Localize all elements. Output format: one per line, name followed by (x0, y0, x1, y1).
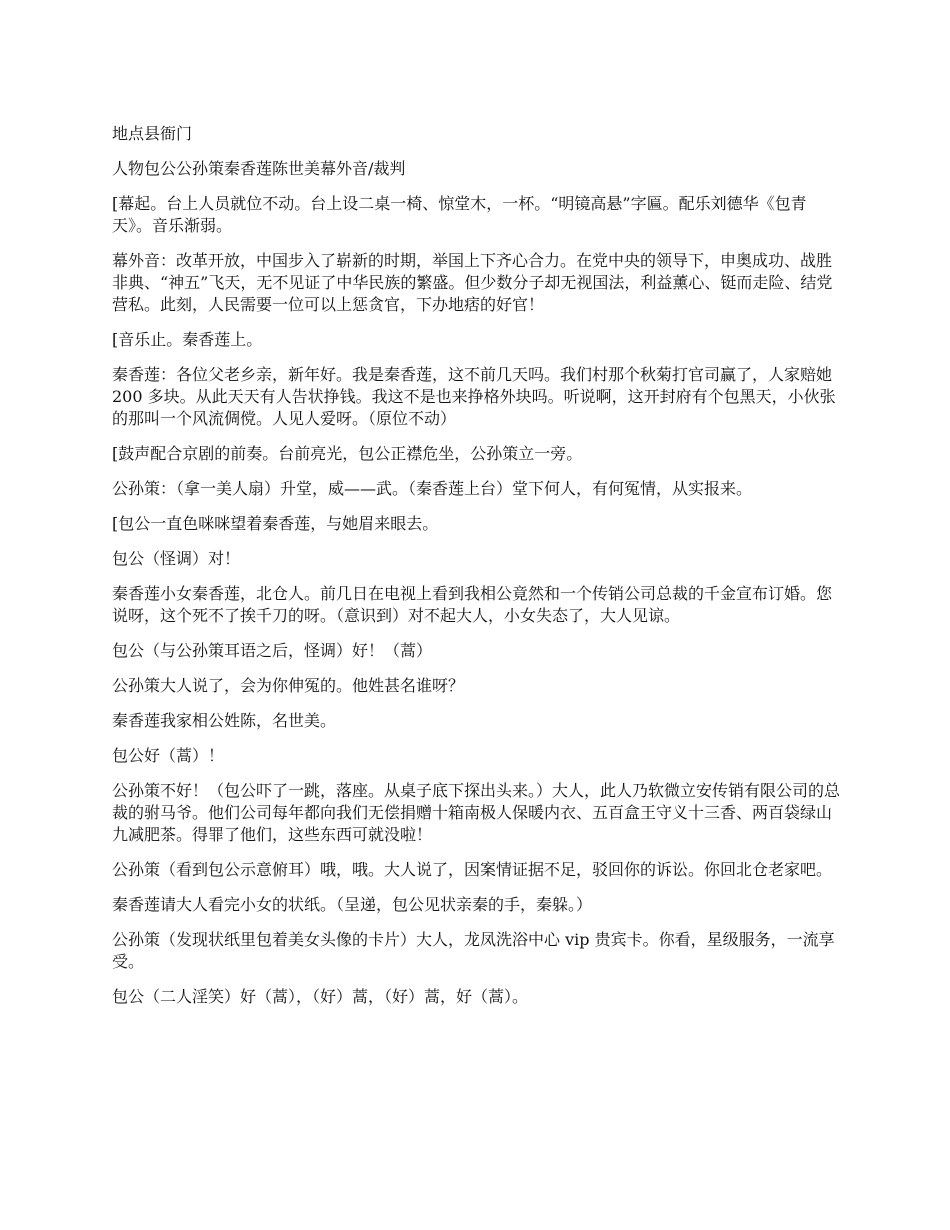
paragraph-characters: 人物包公公孙策秦香莲陈世美幕外音/裁判 (112, 159, 406, 178)
paragraph-stage-direction: [包公一直色咪咪望着秦香莲，与她眉来眼去。 (112, 514, 439, 533)
paragraph-dialogue: 公孙策（看到包公示意俯耳）哦，哦。大人说了，因案情证据不足，驳回你的诉讼。你回北仓老家吧。 (112, 860, 833, 879)
paragraph-dialogue: 公孙策（发现状纸里包着美女头像的卡片）大人，龙凤洗浴中心 vip 贵宾卡。你看，星级服务，一流享受。 (112, 930, 835, 971)
paragraph-stage-direction: [鼓声配合京剧的前奏。台前亮光，包公正襟危坐，公孙策立一旁。 (112, 444, 583, 463)
paragraph-dialogue: 包公（二人淫笑）好（蒿），（好）蒿，（好）蒿，好（蒿）。 (112, 987, 529, 1006)
paragraph-stage-direction: [音乐止。秦香莲上。 (112, 330, 263, 349)
paragraph-dialogue: 公孙策：（拿一美人扇）升堂，威——武。（秦香莲上台）堂下何人，有何冤情，从实报来。 (112, 479, 753, 498)
document-page (112, 123, 840, 1021)
paragraph-dialogue: 秦香莲：各位父老乡亲，新年好。我是秦香莲，这不前几天吗。我们村那个秋菊打官司赢了，人家赔她 200 多块。从此天天有人告状挣钱。我这不是也来挣格外块吗。听说啊，这开封府有个包黑天，小伙张的那叫一个风流倜傥。人见人爱呀。（原位不动） (112, 365, 836, 428)
paragraph-dialogue: 公孙策大人说了，会为你伸冤的。他姓甚名谁呀？ (112, 676, 465, 695)
paragraph-dialogue: 秦香莲我家相公姓陈，名世美。 (112, 711, 337, 730)
paragraph-dialogue: 公孙策不好！（包公吓了一跳，落座。从桌子底下探出头来。）大人，此人乃软微立安传销有限公司的总裁的驸马爷。他们公司每年都向我们无偿捐赠十箱南极人保暖内衣、五百盒王守义十三香、两百袋绿山九减肥茶。得罪了他们，这些东西可就没啦！ (112, 781, 841, 844)
paragraph-dialogue: 秦香莲小女秦香莲，北仓人。前几日在电视上看到我相公竟然和一个传销公司总裁的千金宣布订婚。您说呀，这个死不了挨千刀的呀。（意识到）对不起大人，小女失态了，大人见谅。 (112, 584, 833, 625)
paragraph-stage-direction: [幕起。台上人员就位不动。台上设二桌一椅、惊堂木，一杯。“明镜高悬”字匾。配乐刘德华《包青天》。音乐渐弱。 (112, 194, 807, 235)
paragraph-location: 地点县衙门 (112, 124, 193, 143)
paragraph-dialogue: 包公好（蒿）！ (112, 746, 225, 765)
paragraph-dialogue: 秦香莲请大人看完小女的状纸。（呈递，包公见状亲秦的手，秦躲。） (112, 895, 593, 914)
paragraph-dialogue: 包公（与公孙策耳语之后，怪调）好！（蒿） (112, 641, 433, 660)
paragraph-dialogue: 包公（怪调）对！ (112, 549, 241, 568)
paragraph-offstage-voice: 幕外音：改革开放，中国步入了崭新的时期，举国上下齐心合力。在党中央的领导下，申奥成功、战胜非典、“神五”飞天，无不见证了中华民族的繁盛。但少数分子却无视国法，利益薰心、铤而走险、结党营私。此刻，人民需要一位可以上惩贪官，下办地痞的好官！ (112, 251, 833, 314)
